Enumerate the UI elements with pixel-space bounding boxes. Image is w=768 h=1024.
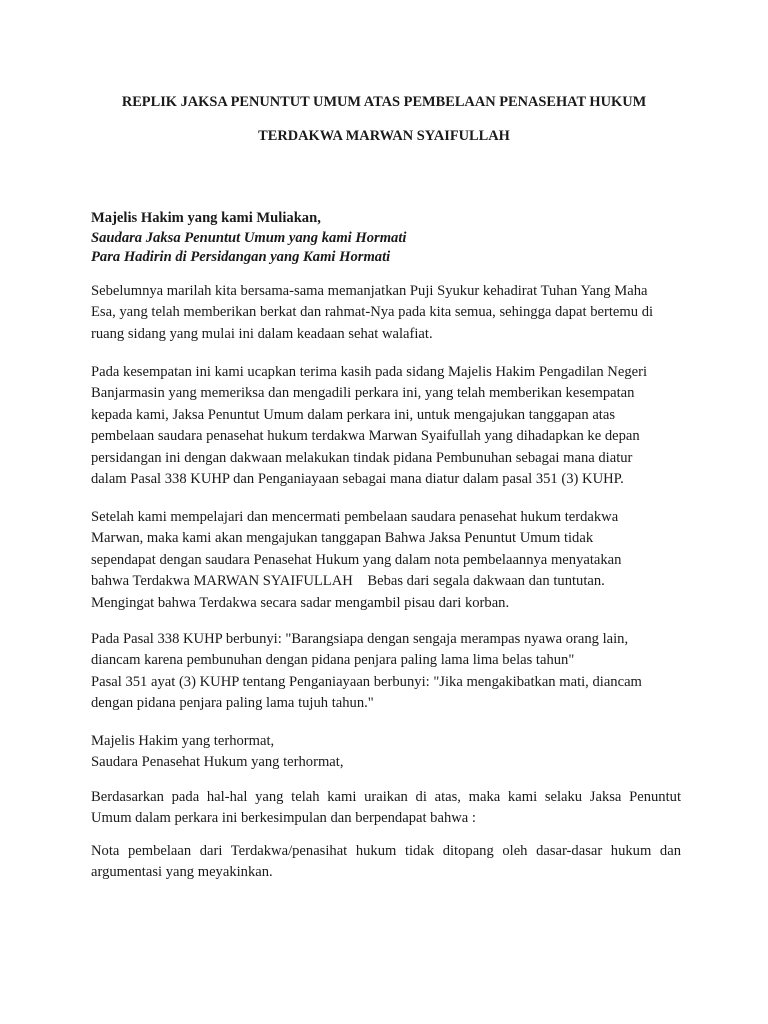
text-line: Esa, yang telah memberikan berkat dan rahmat-Nya pada kita semua, sehingga dapat bertemu di	[91, 304, 654, 321]
text-line: Berdasarkan pada hal-hal yang telah kami uraikan di atas, maka kami selaku Jaksa Penuntut	[91, 789, 681, 805]
text-line: sependapat dengan saudara Penasehat Hukum yang dalam nota pembelaannya menyatakan	[91, 551, 622, 568]
paragraph-opening-prayer	[91, 281, 681, 345]
text-line: Nota pembelaan dari Terdakwa/penasihat hukum tidak ditopang oleh dasar-dasar hukum dan	[91, 843, 681, 859]
text-line: Banjarmasin yang memeriksa dan mengadili perkara ini, yang telah memberikan kesempatan	[91, 385, 635, 402]
paragraph-conclusion-intro	[91, 787, 681, 830]
text-line: Majelis Hakim yang terhormat,	[91, 733, 275, 749]
document-title-line-2: TERDAKWA MARWAN SYAIFULLAH	[258, 128, 510, 144]
salutation-line: Saudara Jaksa Penuntut Umum yang kami Hormati	[91, 229, 407, 246]
text-line: Saudara Penasehat Hukum yang terhormat,	[91, 754, 344, 771]
text-line: persidangan ini dengan dakwaan melakukan tindak pidana Pembunuhan sebagai mana diatur	[91, 449, 633, 466]
salutation-block	[91, 209, 691, 268]
paragraph-response	[91, 507, 681, 614]
document-title-line-1: REPLIK JAKSA PENUNTUT UMUM ATAS PEMBELAAN PENASEHAT HUKUM	[121, 94, 647, 110]
paragraph-thanks	[91, 362, 681, 490]
text-line: Setelah kami mempelajari dan mencermati pembelaan saudara penasehat hukum terdakwa	[91, 509, 619, 525]
text-line: kepada kami, Jaksa Penuntut Umum dalam perkara ini, untuk mengajukan tanggapan atas	[91, 406, 616, 423]
salutation-line: Majelis Hakim yang kami Muliakan,	[91, 210, 321, 226]
text-line: Mengingat bahwa Terdakwa secara sadar mengambil pisau dari korban.	[91, 594, 510, 611]
text-line: pembelaan saudara penasehat hukum terdakwa Marwan Syaifullah yang dihadapkan ke depan	[91, 428, 640, 445]
text-line: dalam Pasal 338 KUHP dan Penganiayaan sebagai mana diatur dalam pasal 351 (3) KUHP.	[91, 471, 624, 488]
text-line: Pasal 351 ayat (3) KUHP tentang Penganiayaan berbunyi: "Jika mengakibatkan mati, diancam	[91, 673, 642, 690]
paragraph-address	[91, 731, 681, 774]
text-line: Sebelumnya marilah kita bersama-sama memanjatkan Puji Syukur kehadirat Tuhan Yang Maha	[91, 283, 648, 299]
paragraph-legal-articles	[91, 629, 681, 715]
text-line: Marwan, maka kami akan mengajukan tanggapan Bahwa Jaksa Penuntut Umum tidak	[91, 530, 594, 547]
text-line: Pada kesempatan ini kami ucapkan terima kasih pada sidang Majelis Hakim Pengadilan Negeri	[91, 364, 648, 380]
text-line: Umum dalam perkara ini berkesimpulan dan berpendapat bahwa :	[91, 810, 476, 827]
text-line: argumentasi yang meyakinkan.	[91, 864, 273, 881]
text-line: Pada Pasal 338 KUHP berbunyi: "Barangsiapa dengan sengaja merampas nyawa orang lain,	[91, 631, 629, 647]
text-line: bahwa Terdakwa MARWAN SYAIFULLAH Bebas dari segala dakwaan dan tuntutan.	[91, 573, 605, 590]
text-line: dengan pidana penjara paling lama tujuh tahun."	[91, 695, 374, 712]
salutation-line: Para Hadirin di Persidangan yang Kami Hormati	[91, 249, 391, 265]
paragraph-conclusion-point	[91, 841, 681, 884]
text-line: ruang sidang yang mulai ini dalam keadaan sehat walafiat.	[91, 325, 433, 342]
text-line: diancam karena pembunuhan dengan pidana penjara paling lama lima belas tahun"	[91, 652, 575, 669]
